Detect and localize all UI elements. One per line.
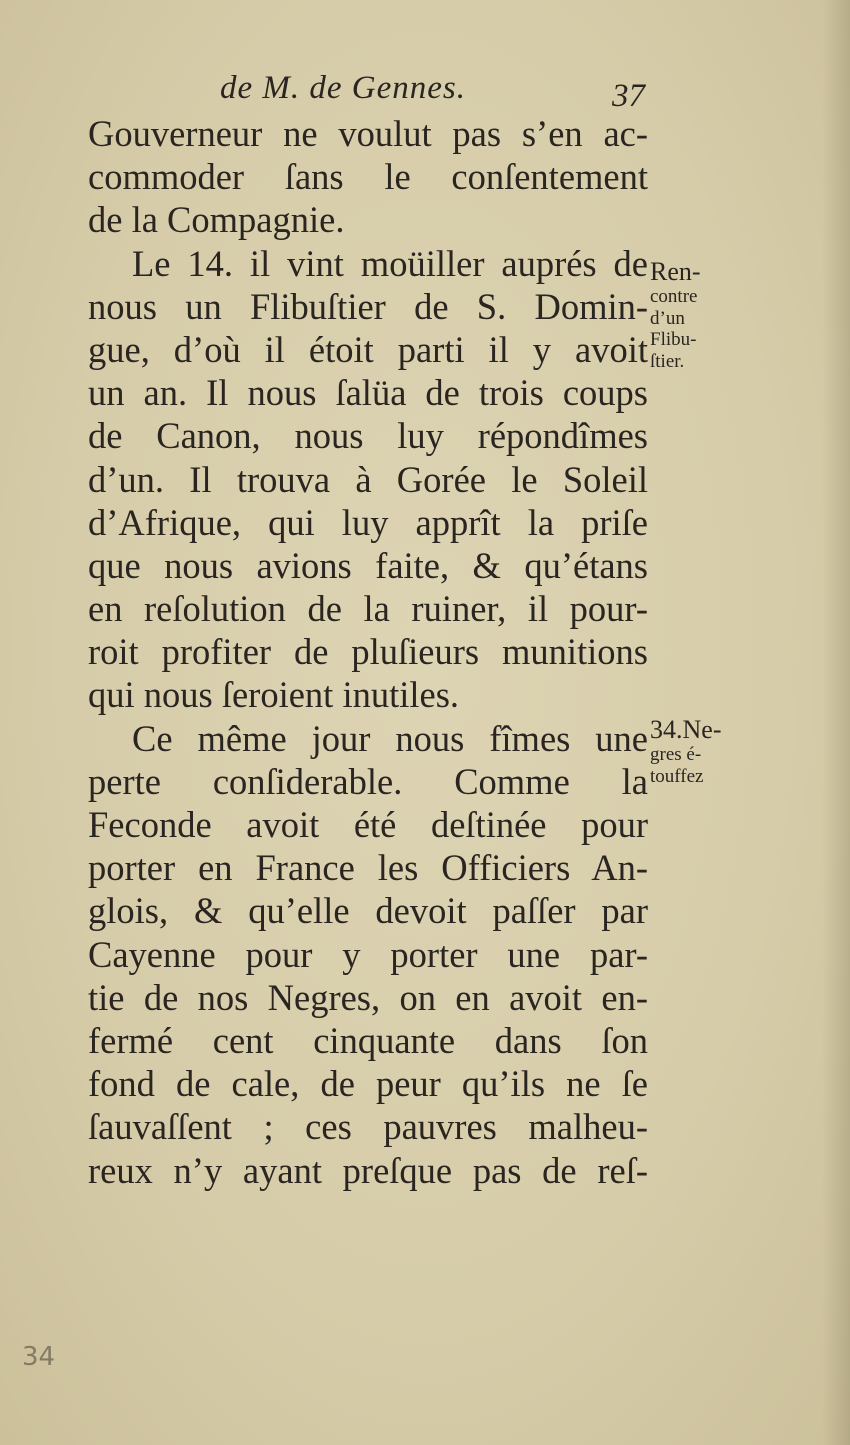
- margin-note-negres: [650, 716, 740, 787]
- text-line: Feconde avoit été deſtinée pour: [88, 804, 648, 845]
- margin-note-line: touffez: [650, 765, 704, 787]
- text-line: reux n’y ayant preſque pas de reſ-: [88, 1149, 648, 1191]
- text-line: en reſolution de la ruiner, il pour-: [88, 588, 648, 630]
- pencil-annotation: 34: [22, 1342, 56, 1372]
- text-line: Le 14. il vint moüiller auprés de: [132, 242, 648, 284]
- margin-note-line: Flibu-: [650, 329, 697, 351]
- margin-note-line: ſtier.: [650, 350, 685, 372]
- margin-note-line: Ren-: [650, 257, 701, 286]
- margin-note-line: 34.Ne-: [650, 715, 722, 744]
- text-line: d’un. Il trouva à Gorée le Soleil: [88, 458, 648, 500]
- running-head: de M. de Gennes.: [220, 70, 467, 106]
- margin-note-line: d’un: [650, 307, 685, 329]
- text-line: fond de cale, de peur qu’ils ne ſe: [88, 1063, 648, 1105]
- page-number: 37: [612, 78, 645, 114]
- margin-note-rencontre: [650, 258, 740, 372]
- text-line: de Canon, nous luy répondîmes: [88, 415, 648, 457]
- text-line: gue, d’où il étoit parti il y avoit: [88, 328, 648, 370]
- text-line: que nous avions faite, & qu’étans: [88, 544, 648, 586]
- text-line: nous un Flibuſtier de S. Domin-: [88, 285, 648, 327]
- margin-note-line: contre: [650, 286, 698, 307]
- text-line: Ce même jour nous fîmes une: [132, 717, 648, 759]
- text-line: qui nous ſeroient inutiles.: [88, 674, 460, 716]
- text-line: porter en France les Officiers An-: [88, 847, 648, 889]
- text-line: d’Afrique, qui luy apprît la priſe: [88, 501, 648, 543]
- text-line: ſauvaſſent ; ces pauvres malheu-: [88, 1106, 648, 1148]
- text-line: perte conſiderable. Comme la: [88, 760, 648, 802]
- margin-note-line: gres é-: [650, 744, 702, 765]
- text-line: glois, & qu’elle devoit paſſer par: [88, 890, 648, 932]
- text-line: un an. Il nous ſalüa de trois coups: [88, 372, 648, 414]
- text-line: tie de nos Negres, on en avoit en-: [88, 976, 648, 1018]
- body-text: [88, 112, 648, 1192]
- text-line: roit profiter de pluſieurs munitions: [88, 631, 648, 673]
- text-line: Cayenne pour y porter une par-: [88, 933, 648, 975]
- text-line: fermé cent cinquante dans ſon: [88, 1019, 648, 1061]
- text-line: Gouverneur ne voulut pas s’en ac-: [88, 113, 648, 154]
- text-line: commoder ſans le conſentement: [88, 156, 648, 198]
- text-line: de la Compagnie.: [88, 199, 345, 241]
- page-edge-shadow: [822, 0, 850, 1445]
